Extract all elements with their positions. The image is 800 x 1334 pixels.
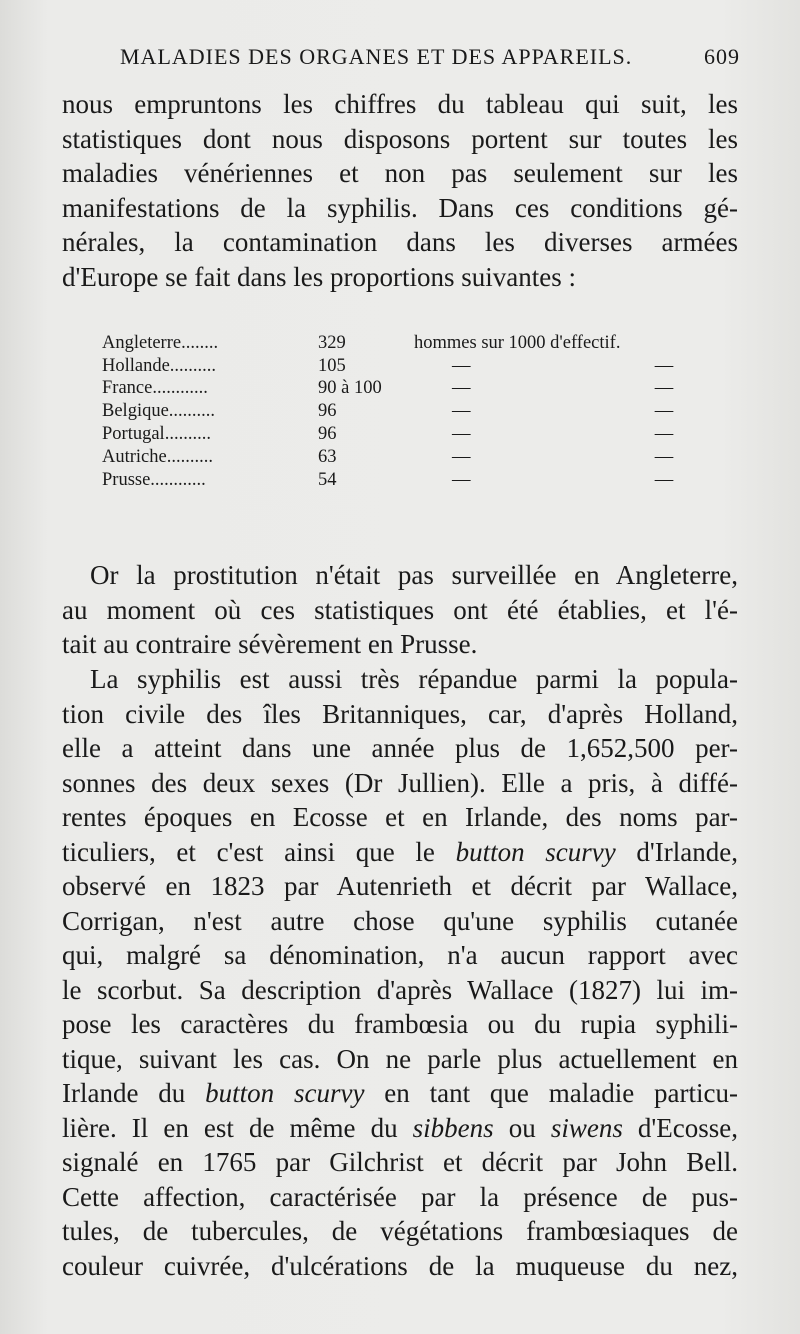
country-cell: Angleterre........ [102,332,219,353]
text-line: nous empruntons les chiffres du tableau qui suit, les [62,89,738,119]
value-cell: 105 [318,355,346,376]
text-line: manifestations de la syphilis. Dans ces conditions gé- [62,192,738,223]
value-cell: 90 à 100 [318,378,382,399]
table-row [102,355,724,378]
contamination-table [102,332,724,492]
ditto-dash: — [452,424,471,445]
text-line: elle a atteint dans une année plus de 1,652,500 per- [62,733,738,763]
text-line: couleur cuivrée, d'ulcérations de la muqueuse du nez, [62,1250,738,1281]
ditto-dash: — [452,378,471,399]
text-line: le scorbut. Sa description d'après Wallace (1827) lui im- [62,974,738,1005]
text-line: statistiques dont nous disposons portent sur toutes les [62,123,738,154]
value-cell: 54 [318,469,337,490]
country-cell: Portugal.......... [102,424,211,445]
paragraph-intro [62,87,738,294]
country-cell: Hollande.......... [102,355,217,376]
table-row [102,446,724,469]
ditto-dash: — [452,401,471,422]
country-cell: Autriche.......... [102,446,213,467]
text-line: Corrigan, n'est autre chose qu'une syphilis cutanée [62,905,738,936]
text-line: ticuliers, et c'est ainsi que le button scurvy d'Irlande, [62,836,738,867]
text-line: tion civile des îles Britanniques, car, d'après Holland, [62,698,738,729]
country-cell: Belgique.......... [102,401,216,422]
text-line: qui, malgré sa dénomination, n'a aucun rapport avec [62,940,738,970]
text-line: d'Europe se fait dans les proportions suivantes : [62,261,577,292]
value-cell: 96 [318,424,337,445]
running-title: MALADIES DES ORGANES ET DES APPAREILS. [120,44,633,69]
ditto-dash: — [654,424,674,445]
text-line: La syphilis est aussi très répandue parmi la popula- [90,664,738,694]
text-line: maladies vénériennes et non pas seulement sur les [62,158,738,188]
text-line: au moment où ces statistiques ont été établies, et l'é- [62,594,738,625]
unit-cell: hommes sur 1000 d'effectif. [414,332,621,353]
country-cell: Prusse............ [102,469,206,490]
text-line: rentes époques en Ecosse et en Irlande, des noms par- [62,802,738,832]
text-line: nérales, la contamination dans les diverses armées [62,227,738,257]
value-cell: 63 [318,446,337,467]
table-row [102,423,724,446]
table-row [102,400,724,423]
text-line: tique, suivant les cas. On ne parle plus actuellement en [62,1043,738,1074]
ditto-dash: — [452,446,471,467]
text-line: Cette affection, caractérisée par la présence de pus- [62,1181,738,1212]
text-line: Irlande du button scurvy en tant que maladie particu- [62,1078,738,1108]
paragraph-prostitution [62,558,738,662]
value-cell: 96 [318,401,337,422]
text-line: tules, de tubercules, de végétations frambœsiaques de [62,1216,738,1246]
page-number: 609 [704,44,740,69]
country-cell: France............ [102,378,208,399]
text-line: pose les caractères du frambœsia ou du rupia syphili- [62,1009,738,1039]
ditto-dash: — [654,355,674,376]
text-line: sonnes des deux sexes (Dr Jullien). Elle a pris, à diffé- [62,767,738,798]
table-row [102,332,724,355]
table-row [102,378,724,401]
text-line: signalé en 1765 par Gilchrist et décrit par John Bell. [62,1147,738,1177]
text-line: Or la prostitution n'était pas surveillée en Angleterre, [90,560,738,590]
ditto-dash: — [452,355,471,376]
ditto-dash: — [654,401,674,422]
ditto-dash: — [654,446,674,467]
table-row [102,469,724,492]
ditto-dash: — [452,469,471,490]
text-line: tait au contraire sévèrement en Prusse. [62,629,478,659]
text-line: observé en 1823 par Autenrieth et décrit par Wallace, [62,871,738,901]
value-cell: 329 [318,332,346,353]
ditto-dash: — [654,378,674,399]
running-header [120,44,740,74]
text-line: lière. Il en est de même du sibbens ou siwens d'Ecosse, [62,1112,739,1143]
ditto-dash: — [654,469,674,490]
paragraph-british-isles [62,662,738,1283]
